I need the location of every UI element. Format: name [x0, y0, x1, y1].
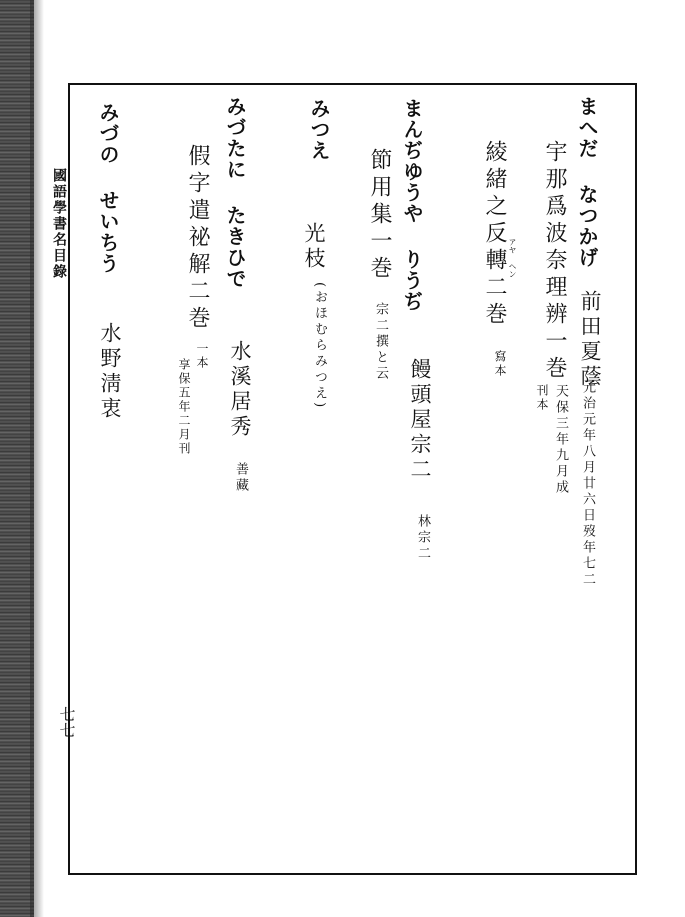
author-note: 林宗二: [415, 514, 430, 562]
author-note: 元治元年八月廿六日歿年七二: [580, 380, 595, 588]
ruby-annotation: アヤ: [508, 238, 517, 254]
book-note: 一本: [195, 342, 209, 370]
author-reading: (おほむらみつえ): [312, 282, 327, 411]
ruby-annotation: ヘン: [508, 262, 517, 278]
book-title: 綾緒之反轉二巻: [482, 140, 507, 329]
book-title: 節用集一巻: [367, 148, 392, 283]
author-name: 光枝: [302, 222, 326, 272]
book-binding-edge: [0, 0, 34, 917]
page-number: 七七: [57, 706, 76, 738]
book-note: 天保三年九月成: [553, 384, 568, 496]
entry-reading: みづたに たきひで: [223, 96, 247, 289]
binding-shadow: [30, 0, 44, 917]
author-name: 饅頭屋宗二: [408, 358, 432, 483]
running-header: 國語學書名目錄: [51, 168, 67, 280]
book-title: 假字遣祕解二巻: [185, 144, 210, 333]
author-name: 水野淸衷: [98, 322, 122, 422]
entry-reading: みづの せいちう: [96, 102, 120, 274]
entry-reading: まへだ なつかげ: [575, 96, 599, 268]
book-note: 享保五年二月刊: [177, 358, 191, 456]
author-name: 水溪居秀: [228, 340, 252, 440]
author-note: 善藏: [233, 462, 248, 494]
book-note: 宗二撰と云: [373, 302, 388, 382]
book-note: 寫本: [493, 350, 507, 378]
entry-reading: みつえ: [307, 98, 331, 161]
author-name: 前田夏蔭: [578, 290, 602, 390]
entry-reading: まんぢゆうや りうぢ: [400, 98, 424, 312]
book-title: 宇那爲波奈理辨一巻: [542, 140, 567, 383]
book-note: 刊本: [535, 384, 549, 412]
